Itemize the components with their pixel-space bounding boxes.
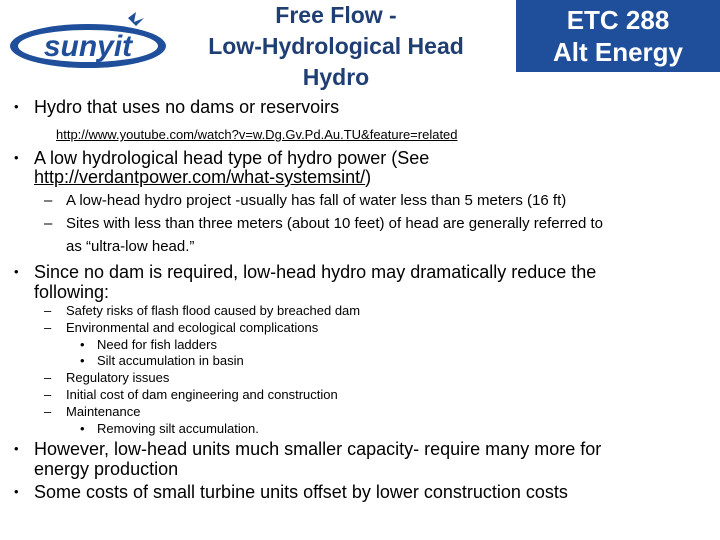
course-name: Alt Energy [552, 37, 684, 67]
youtube-link[interactable]: http://www.youtube.com/watch?v=w.Dg.Gv.Pd.Au.TU&feature=related [56, 127, 458, 142]
bullet-icon: • [14, 441, 19, 456]
bullet-2-text: A low hydrological head type of hydro power (See [34, 148, 430, 168]
bullet-2-close-paren: ) [365, 167, 372, 187]
bullet-icon: • [80, 421, 85, 436]
course-code: ETC 288 [566, 5, 670, 35]
sub-bullet-2-2-line1: Sites with less than three meters (about 10 feet) of head are generally referred to [66, 215, 603, 232]
bullet-1-text: Hydro that uses no dams or reservoirs [34, 97, 340, 117]
bullet-icon: • [14, 99, 19, 114]
dash-icon: – [44, 215, 53, 232]
bullet-4-line2: energy production [34, 459, 179, 479]
list-item: Maintenance [66, 404, 141, 419]
list-item: Environmental and ecological complications [66, 320, 319, 335]
sub-bullet-2-1: A low-head hydro project -usually has fall of water less than 5 meters (16 ft) [66, 192, 567, 209]
list-item: Removing silt accumulation. [97, 421, 259, 436]
bullet-icon: • [14, 150, 19, 165]
dash-icon: – [44, 320, 52, 335]
bullet-icon: • [80, 337, 85, 352]
list-item: Need for fish ladders [97, 337, 217, 352]
dash-icon: – [44, 370, 52, 385]
dash-icon: – [44, 192, 53, 209]
dash-icon: – [44, 404, 52, 419]
sub-bullet-2-2-line2: as “ultra-low head.” [66, 238, 195, 255]
bullet-icon: • [80, 353, 85, 368]
title-line-2: Low-Hydrological Head [208, 33, 464, 59]
title-line-3: Hydro [302, 64, 370, 90]
list-item: Regulatory issues [66, 370, 170, 385]
bullet-2-link-line [34, 167, 371, 187]
bullet-3-line2: following: [34, 282, 110, 302]
logo-text: sunyit [43, 30, 133, 63]
verdantpower-link[interactable]: http://verdantpower.com/what-systemsint/ [34, 167, 366, 187]
list-item: Initial cost of dam engineering and construction [66, 387, 338, 402]
bullet-5-text: Some costs of small turbine units offset by lower construction costs [34, 482, 568, 502]
dash-icon: – [44, 303, 52, 318]
bullet-3-line1: Since no dam is required, low-head hydro may dramatically reduce the [34, 262, 597, 282]
bullet-4-line1: However, low-head units much smaller capacity- require many more for [34, 439, 602, 459]
slide-title [172, 0, 500, 93]
bullet-icon: • [14, 264, 19, 279]
sunyit-logo [8, 12, 168, 72]
dash-icon: – [44, 387, 52, 402]
list-item: Silt accumulation in basin [97, 353, 244, 368]
bullet-icon: • [14, 484, 19, 499]
list-item: Safety risks of flash flood caused by breached dam [66, 303, 361, 318]
title-line-1: Free Flow - [275, 2, 397, 28]
course-label-box [516, 0, 720, 72]
